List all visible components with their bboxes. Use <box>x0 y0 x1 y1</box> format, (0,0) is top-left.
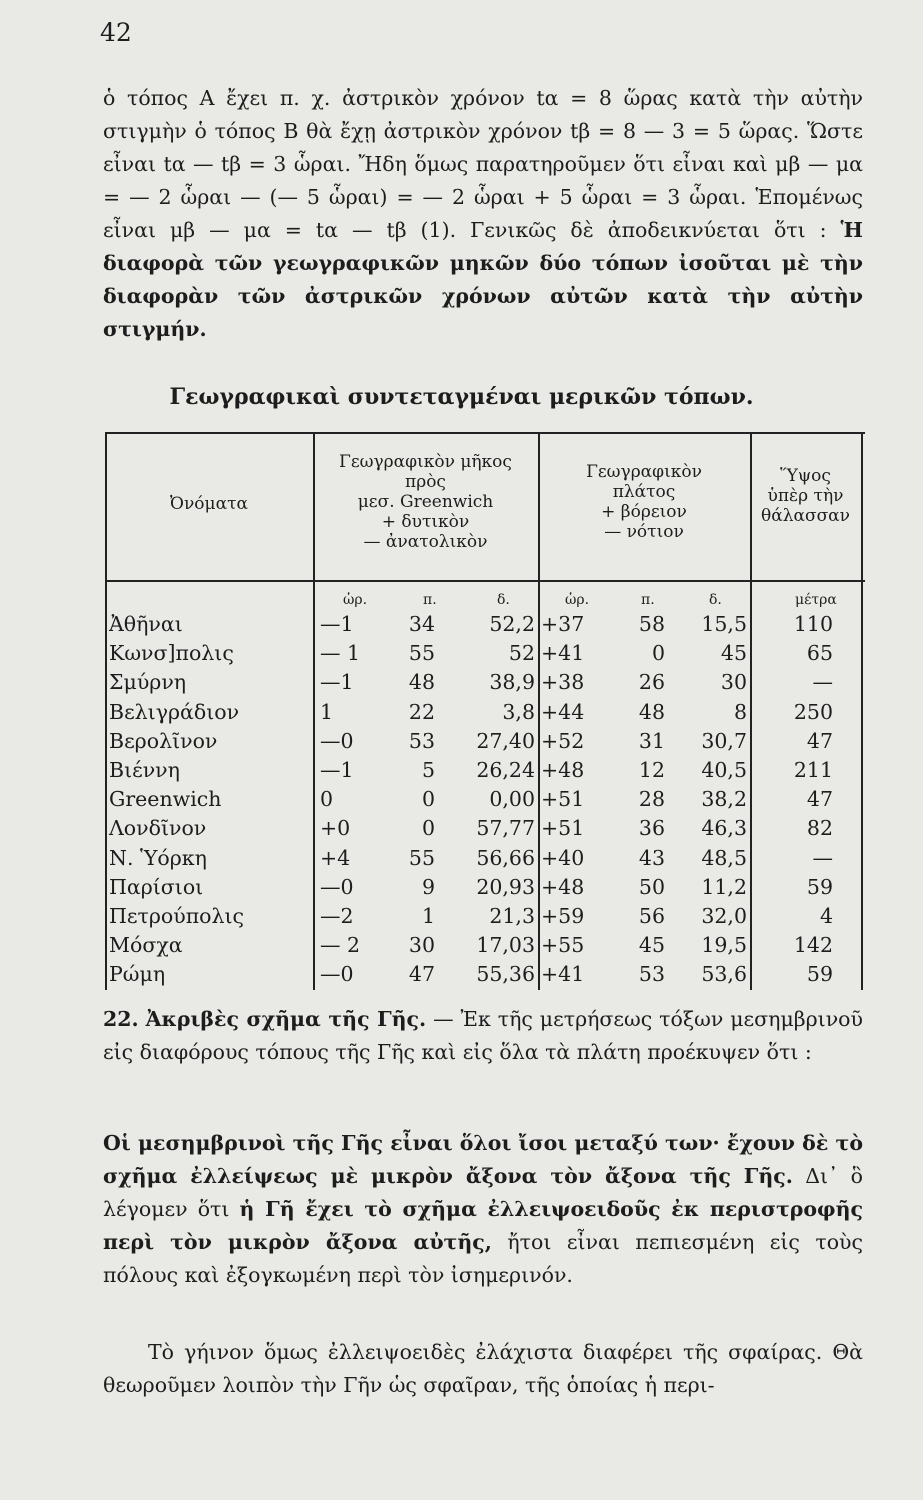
cell-alt: 65 <box>806 641 833 666</box>
cell-lat-m: 58 <box>638 612 665 636</box>
unit-lon-minutes: π. <box>423 592 437 608</box>
cell-lon-m: 48 <box>408 670 435 695</box>
table-row <box>105 875 865 904</box>
cell-name: Λονδῖνον <box>109 816 207 841</box>
cell-alt: 82 <box>806 816 833 841</box>
cell-lat-d: +37 <box>541 612 585 636</box>
cell-lat-m: 43 <box>638 845 665 870</box>
cell-lon-s: 57,77 <box>476 816 535 841</box>
paragraph-ellipsoid: Τὸ γήινον ὅμως ἐλλειψοειδὲς ἐλάχιστα διαφέρει τῆς σφαίρας. Θὰ θεωροῦμεν λοιπὸν τὴν Γῆν ὡς σφαῖραν, τῆς ὁποίας ἡ περι- <box>103 1340 863 1397</box>
table-row <box>105 816 865 845</box>
cell-name: Μόσχα <box>109 933 183 958</box>
cell-lat-d: +48 <box>541 874 585 899</box>
header-line: — ἀνατολικὸν <box>363 532 488 552</box>
cell-lat-d: +38 <box>541 670 585 695</box>
cell-lon-s: 38,9 <box>489 670 535 695</box>
table-row <box>105 700 865 729</box>
header-line: Γεωγραφικὸν μῆκος <box>339 452 512 472</box>
unit-lat-seconds: δ. <box>709 592 722 608</box>
cell-lon-s: 0,00 <box>489 787 535 812</box>
cell-lon-h: +4 <box>320 845 351 870</box>
cell-lat-s: 48,5 <box>701 845 747 870</box>
cell-lon-h: —0 <box>320 728 354 753</box>
cell-lat-d: +52 <box>541 728 585 753</box>
cell-lat-d: +51 <box>541 816 585 841</box>
section-intro-text: — Ἐκ τῆς μετρήσεως τόξων μεσημβρινοῦ εἰς διαφόρους τόπους τῆς Γῆς καὶ εἰς ὅλα τὰ πλάτη προέκυψεν ὅτι : <box>103 1007 863 1064</box>
header-line: — νότιον <box>604 522 684 542</box>
header-line: ὑπὲρ τὴν <box>767 486 844 506</box>
paragraph-text: ὁ τόπος Α ἔχει π. χ. ἀστρικὸν χρόνον tα = 8 ὥρας κατὰ τὴν αὐτὴν στιγμὴν ὁ τόπος Β θὰ ἔχῃ ἀστρικὸν χρόνον tβ = 8 — 3 = 5 ὥρας. Ὥστε εἶναι tα — tβ = 3 ὧραι. Ἤδη ὅμως παρατηροῦμεν ὅτι εἶναι καὶ μβ — μα = — 2 ὧραι — (— 5 ὧραι) = — 2 ὧραι + 5 ὧραι = 3 ὧραι. Ἑπομένως εἶναι μβ — μα = tα — tβ (1). Γενικῶς δὲ ἀποδεικνύεται ὅτι : <box>103 86 863 242</box>
cell-lat-d: +59 <box>541 904 585 928</box>
cell-alt: 47 <box>806 787 833 812</box>
paragraph-meridians <box>103 1127 863 1292</box>
cell-lat-m: 31 <box>638 728 665 753</box>
header-line: + δυτικὸν <box>381 512 470 532</box>
cell-alt: — <box>812 845 833 870</box>
cell-lat-d: +55 <box>541 933 585 958</box>
header-names: Ὀνόματα <box>170 494 248 514</box>
cell-lon-h: — 2 <box>320 933 361 958</box>
paragraph-text: Δι᾿ ὃ λέγομεν ὅτι <box>103 1164 864 1221</box>
cell-lon-m: 53 <box>408 728 435 753</box>
cell-lat-m: 12 <box>638 758 665 782</box>
table-row <box>105 962 865 991</box>
table-row <box>105 670 865 699</box>
cell-lat-d: +40 <box>541 845 585 870</box>
table-row <box>105 933 865 962</box>
paragraph-time-difference <box>103 82 863 346</box>
cell-name: Ν. Ὑόρκη <box>109 845 207 870</box>
cell-lon-m: 22 <box>408 699 435 724</box>
cell-lat-m: 50 <box>638 874 665 899</box>
header-altitude <box>750 466 861 526</box>
cell-lat-d: +41 <box>541 962 585 987</box>
header-latitude <box>538 462 750 542</box>
cell-lat-s: 53,6 <box>701 962 747 987</box>
table-row <box>105 846 865 875</box>
unit-lat-minutes: π. <box>641 592 655 608</box>
cell-lon-h: —0 <box>320 962 354 987</box>
cell-lat-s: 30,7 <box>701 728 747 753</box>
cell-lon-s: 17,03 <box>476 933 535 958</box>
cell-lon-s: 52,2 <box>489 612 535 636</box>
unit-lon-seconds: δ. <box>497 592 510 608</box>
cell-lon-h: —2 <box>320 904 354 928</box>
unit-lat-degrees: ὡρ. <box>565 592 590 608</box>
cell-lat-s: 32,0 <box>701 904 747 928</box>
cell-lon-s: 27,40 <box>476 728 535 753</box>
cell-lon-m: 30 <box>408 933 435 958</box>
cell-lat-s: 30 <box>720 670 747 695</box>
cell-lon-m: 5 <box>421 758 435 782</box>
cell-alt: 47 <box>806 728 833 753</box>
cell-alt: 59 <box>806 962 833 987</box>
cell-name: Βερολῖνον <box>109 728 218 753</box>
cell-lon-s: 3,8 <box>502 699 535 724</box>
cell-lon-m: 47 <box>408 962 435 987</box>
cell-name: Παρίσιοι <box>109 874 204 899</box>
cell-lat-s: 46,3 <box>701 816 747 841</box>
cell-lon-h: — 1 <box>320 641 361 666</box>
header-longitude <box>313 452 538 552</box>
bold-statement: Οἱ μεσημβρινοὶ τῆς Γῆς εἶναι ὅλοι ἴσοι μεταξύ των· ἔχουν δὲ τὸ σχῆμα ἐλλείψεως μὲ μικρὸν ἄξονα τὸν ἄξονα τῆς Γῆς. <box>103 1131 863 1188</box>
cell-lon-s: 55,36 <box>476 962 535 987</box>
cell-lon-s: 20,93 <box>476 874 535 899</box>
cell-lon-m: 55 <box>408 845 435 870</box>
cell-alt: 59 <box>806 874 833 899</box>
cell-lon-h: —0 <box>320 874 354 899</box>
cell-lat-s: 45 <box>720 641 747 666</box>
cell-lon-s: 26,24 <box>476 758 535 782</box>
bold-statement: Ἡ διαφορὰ τῶν γεωγραφικῶν μηκῶν δύο τόπων ἰσοῦται μὲ τὴν διαφορὰν τῶν ἀστρικῶν χρόνων αὐτῶν κατὰ τὴν αὐτὴν στιγμήν. <box>103 218 863 341</box>
header-line: μεσ. Greenwich <box>357 492 494 512</box>
cell-lon-m: 34 <box>408 612 435 636</box>
cell-lon-h: 1 <box>320 699 334 724</box>
cell-alt: 211 <box>793 758 833 782</box>
cell-name: Greenwich <box>109 787 222 812</box>
cell-lat-m: 36 <box>638 816 665 841</box>
cell-lon-h: +0 <box>320 816 351 841</box>
table-row <box>105 904 865 933</box>
cell-name: Πετρούπολις <box>109 904 245 928</box>
header-line: πλάτος <box>612 482 676 502</box>
cell-alt: 250 <box>793 699 833 724</box>
cell-name: Ἀθῆναι <box>109 612 183 636</box>
cell-lon-s: 56,66 <box>476 845 535 870</box>
cell-alt: 110 <box>793 612 833 636</box>
cell-alt: 142 <box>793 933 833 958</box>
section-22-intro <box>103 1003 863 1069</box>
table-row <box>105 787 865 816</box>
section-heading: Ἀκριβὲς σχῆμα τῆς Γῆς. <box>145 1007 427 1031</box>
header-line: πρὸς <box>405 472 446 492</box>
cell-name: Σμύρνη <box>109 670 187 695</box>
cell-lon-h: —1 <box>320 758 354 782</box>
cell-lat-s: 11,2 <box>701 874 747 899</box>
table-row <box>105 729 865 758</box>
cell-lat-s: 15,5 <box>701 612 747 636</box>
cell-lon-h: —1 <box>320 670 354 695</box>
cell-lat-d: +44 <box>541 699 585 724</box>
section-number: 22. <box>103 1007 139 1031</box>
cell-lon-s: 52 <box>508 641 535 666</box>
unit-lon-hours: ὡρ. <box>343 592 368 608</box>
cell-name: Βελιγράδιον <box>109 699 240 724</box>
cell-name: Ρώμη <box>109 962 166 987</box>
cell-alt: — <box>812 670 833 695</box>
header-line: + βόρειον <box>601 502 687 522</box>
table-row <box>105 758 865 787</box>
cell-lat-m: 56 <box>638 904 665 928</box>
cell-lat-m: 28 <box>638 787 665 812</box>
cell-lat-d: +51 <box>541 787 585 812</box>
table-title: Γεωγραφικαὶ συντεταγμέναι μερικῶν τόπων. <box>169 384 754 410</box>
cell-lat-s: 19,5 <box>701 933 747 958</box>
cell-lat-s: 38,2 <box>701 787 747 812</box>
paragraph-text: ἤτοι εἶναι πεπιεσμένη εἰς τοὺς πόλους καὶ ἐξογκωμένη περὶ τὸν ἰσημερινόν. <box>103 1230 863 1287</box>
header-line: θάλασσαν <box>761 506 850 526</box>
cell-lon-h: —1 <box>320 612 354 636</box>
cell-lat-m: 0 <box>651 641 665 666</box>
bold-statement: ἡ Γῆ ἔχει τὸ σχῆμα ἐλλειψοειδοῦς ἐκ περιστροφῆς περὶ τὸν μικρὸν ἄξονα αὐτῆς, <box>103 1197 863 1254</box>
cell-lat-m: 45 <box>638 933 665 958</box>
cell-lat-m: 26 <box>638 670 665 695</box>
cell-lat-s: 40,5 <box>701 758 747 782</box>
table-row <box>105 641 865 670</box>
table-row <box>105 612 865 641</box>
cell-lon-s: 21,3 <box>489 904 535 928</box>
cell-name: Βιέννη <box>109 758 180 782</box>
cell-lon-m: 1 <box>421 904 435 928</box>
cell-lat-m: 48 <box>638 699 665 724</box>
cell-name: Κωνσ]πολις <box>109 641 234 666</box>
cell-lat-m: 53 <box>638 962 665 987</box>
coordinates-table <box>105 432 865 992</box>
cell-lat-d: +41 <box>541 641 585 666</box>
cell-lat-d: +48 <box>541 758 585 782</box>
header-line: Γεωγραφικὸν <box>586 462 702 482</box>
unit-altitude: μέτρα <box>795 592 837 608</box>
header-line: Ὕψος <box>780 466 831 486</box>
cell-lon-m: 9 <box>421 874 435 899</box>
cell-alt: 4 <box>819 904 833 928</box>
cell-lon-h: 0 <box>320 787 334 812</box>
page-number: 42 <box>100 18 132 47</box>
cell-lat-s: 8 <box>733 699 747 724</box>
cell-lon-m: 0 <box>421 787 435 812</box>
cell-lon-m: 55 <box>408 641 435 666</box>
cell-lon-m: 0 <box>421 816 435 841</box>
